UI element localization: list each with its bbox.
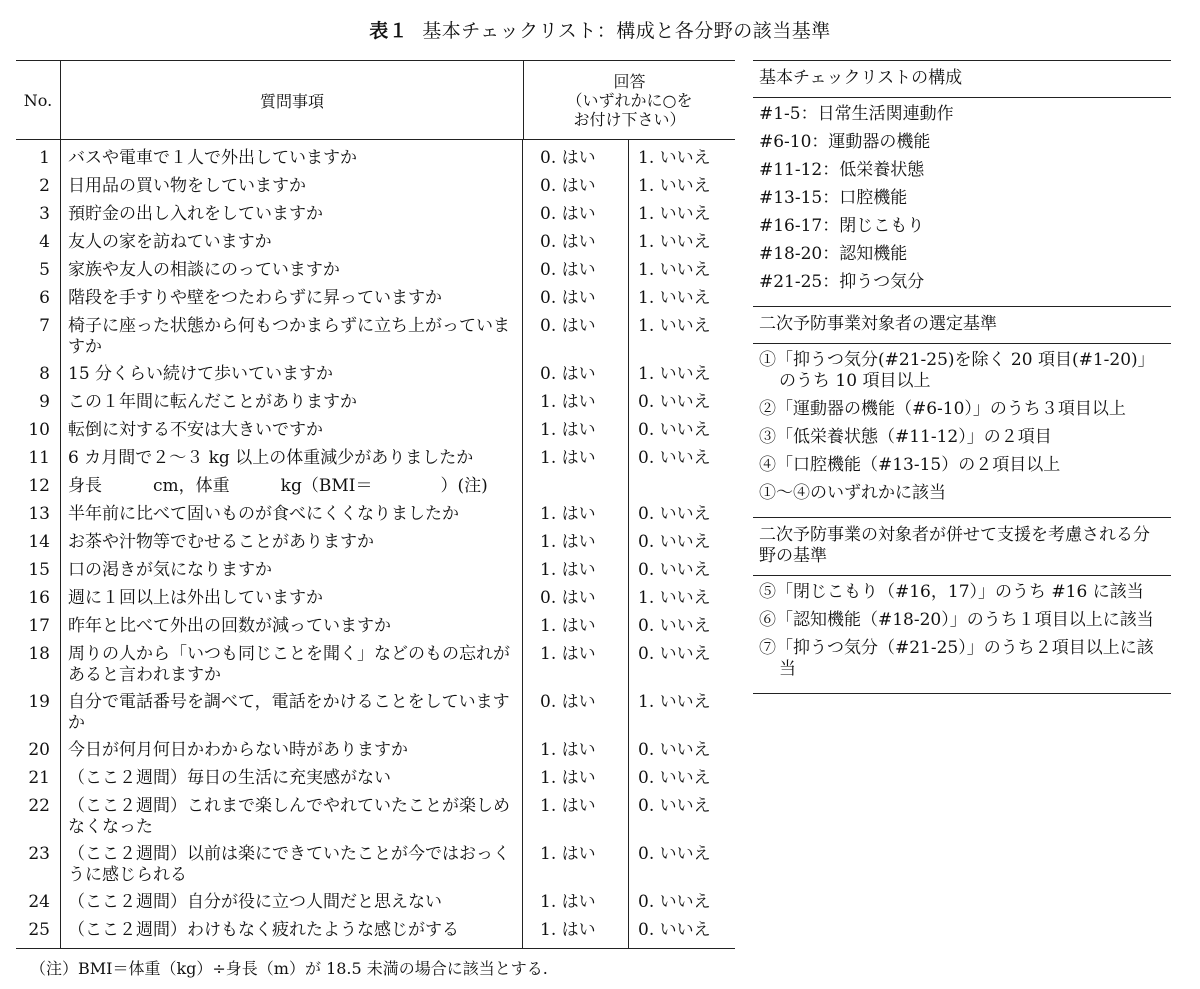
- row-question: 周りの人から「いつも同じことを聞く」などのもの忘れがあると言われますか: [68, 644, 510, 685]
- row-question: この１年間に転んだことがありますか: [68, 392, 357, 412]
- row-answer-no: 1. いいえ: [638, 364, 711, 384]
- row-answer-yes: 1. はい: [540, 920, 596, 940]
- row-answer-no: 0. いいえ: [638, 420, 711, 440]
- structure-item: #16-17：閉じこもり: [759, 216, 925, 236]
- row-answer-yes: 0. はい: [540, 364, 596, 384]
- row-no: 15: [28, 560, 50, 580]
- structure-item: #18-20：認知機能: [759, 244, 908, 264]
- row-question: 週に１回以上は外出していますか: [68, 588, 323, 608]
- row-answer-yes: 0. はい: [540, 148, 596, 168]
- row-answer-yes: 1. はい: [540, 532, 596, 552]
- row-answer-no: 0. いいえ: [638, 560, 711, 580]
- structure-item: #6-10：運動器の機能: [759, 132, 931, 152]
- support-list: [753, 576, 1171, 693]
- row-no: 20: [28, 740, 50, 760]
- row-no: 23: [28, 844, 50, 864]
- criteria-item: ②「運動器の機能（#6-10）」のうち３項目以上: [759, 399, 1126, 419]
- row-answer-no: 1. いいえ: [638, 588, 711, 608]
- row-answer-yes: 1. はい: [540, 560, 596, 580]
- row-answer-no: 0. いいえ: [638, 768, 711, 788]
- row-answer-no: 1. いいえ: [638, 692, 711, 712]
- row-no: 7: [39, 316, 50, 336]
- header-no: No.: [16, 61, 61, 139]
- row-no: 5: [39, 260, 50, 280]
- row-answer-no: 1. いいえ: [638, 176, 711, 196]
- row-no: 8: [39, 364, 50, 384]
- criteria-heading: 二次予防事業対象者の選定基準: [753, 306, 1171, 344]
- header-answer-line1: 回答: [613, 71, 646, 91]
- row-question: （ここ２週間）以前は楽にできていたことが今ではおっくうに感じられる: [68, 844, 510, 885]
- row-no: 13: [28, 504, 50, 524]
- row-no: 9: [39, 392, 50, 412]
- header-answer-line3: お付け下さい）: [573, 109, 686, 129]
- structure-item: #1-5：日常生活関連動作: [759, 104, 954, 124]
- support-item: ⑤「閉じこもり（#16，17）」のうち #16 に該当: [759, 582, 1144, 602]
- row-answer-no: 0. いいえ: [638, 920, 711, 940]
- table-label: 表１: [369, 20, 409, 42]
- row-answer-yes: 1. はい: [540, 844, 596, 864]
- row-no: 3: [39, 204, 50, 224]
- row-no: 12: [28, 476, 50, 496]
- row-question: 日用品の買い物をしていますか: [68, 176, 306, 196]
- row-question: 半年前に比べて固いものが食べにくくなりましたか: [68, 504, 459, 524]
- row-no: 19: [28, 692, 50, 712]
- row-answer-no: 1. いいえ: [638, 260, 711, 280]
- row-question: 15 分くらい続けて歩いていますか: [68, 364, 334, 384]
- row-answer-yes: 0. はい: [540, 316, 596, 336]
- row-question: 預貯金の出し入れをしていますか: [68, 204, 323, 224]
- row-no: 24: [28, 892, 50, 912]
- row-answer-no: 0. いいえ: [638, 504, 711, 524]
- row-answer-no: 0. いいえ: [638, 616, 711, 636]
- row-question: バスや電車で１人で外出していますか: [68, 148, 357, 168]
- criteria-summary: ①～④のいずれかに該当: [759, 483, 946, 503]
- row-question: 昨年と比べて外出の回数が減っていますか: [68, 616, 391, 636]
- support-item: ⑦「抑うつ気分（#21-25）」のうち２項目以上に該当: [759, 638, 1154, 679]
- row-answer-yes: 1. はい: [540, 892, 596, 912]
- row-question: 口の渇きが気になりますか: [68, 560, 272, 580]
- row-question: 階段を手すりや壁をつたわらずに昇っていますか: [68, 288, 442, 308]
- row-no: 1: [39, 148, 50, 168]
- row-answer-no: 1. いいえ: [638, 232, 711, 252]
- row-answer-no: 1. いいえ: [638, 148, 711, 168]
- row-answer-no: 0. いいえ: [638, 844, 711, 864]
- structure-item: #11-12：低栄養状態: [759, 160, 925, 180]
- row-answer-yes: 0. はい: [540, 232, 596, 252]
- row-answer-yes: 0. はい: [540, 204, 596, 224]
- row-answer-yes: 0. はい: [540, 692, 596, 712]
- row-question: （ここ２週間）毎日の生活に充実感がない: [68, 768, 391, 788]
- side-panel: [753, 60, 1171, 694]
- row-answer-yes: 1. はい: [540, 768, 596, 788]
- row-no: 4: [39, 232, 50, 252]
- row-answer-yes: 1. はい: [540, 448, 596, 468]
- row-answer-no: 0. いいえ: [638, 892, 711, 912]
- structure-heading: 基本チェックリストの構成: [753, 60, 1171, 98]
- row-question: 自分で電話番号を調べて，電話をかけることをしていますか: [68, 692, 510, 733]
- row-no: 14: [28, 532, 50, 552]
- structure-list: [753, 98, 1171, 306]
- row-question: （ここ２週間）これまで楽しんでやれていたことが楽しめなくなった: [68, 796, 510, 837]
- row-question: （ここ２週間）わけもなく疲れたような感じがする: [68, 920, 459, 940]
- row-answer-yes: 0. はい: [540, 288, 596, 308]
- criteria-item: ①「抑うつ気分(#21-25)を除く 20 項目(#1-20)」のうち 10 項目以上: [759, 350, 1155, 391]
- side-panel-bottom-rule: [753, 693, 1171, 694]
- row-no: 10: [28, 420, 50, 440]
- row-answer-yes: 1. はい: [540, 392, 596, 412]
- support-heading: 二次予防事業の対象者が併せて支援を考慮される分野の基準: [753, 517, 1171, 576]
- structure-item: #21-25：抑うつ気分: [759, 272, 925, 292]
- row-answer-no: 0. いいえ: [638, 392, 711, 412]
- row-question: 家族や友人の相談にのっていますか: [68, 260, 340, 280]
- criteria-list: [753, 344, 1171, 517]
- header-answer: [524, 61, 735, 139]
- table-header: [16, 61, 735, 140]
- row-answer-no: 1. いいえ: [638, 288, 711, 308]
- row-no: 2: [39, 176, 50, 196]
- row-answer-yes: 1. はい: [540, 420, 596, 440]
- row-answer-no: 0. いいえ: [638, 740, 711, 760]
- row-answer-no: 0. いいえ: [638, 532, 711, 552]
- row-question: 6 カ月間で２～３ kg 以上の体重減少がありましたか: [68, 448, 474, 468]
- support-item: ⑥「認知機能（#18-20）」のうち１項目以上に該当: [759, 610, 1154, 630]
- table-body: [16, 140, 735, 948]
- row-no: 6: [39, 288, 50, 308]
- row-answer-yes: 0. はい: [540, 260, 596, 280]
- criteria-item: ③「低栄養状態（#11-12）」の２項目: [759, 427, 1052, 447]
- row-no: 17: [28, 616, 50, 636]
- row-answer-no: 0. いいえ: [638, 448, 711, 468]
- row-answer-no: 1. いいえ: [638, 316, 711, 336]
- row-no: 11: [28, 448, 50, 468]
- row-answer-no: 1. いいえ: [638, 204, 711, 224]
- header-question: 質問事項: [61, 61, 524, 139]
- row-question: 転倒に対する不安は大きいですか: [68, 420, 323, 440]
- table-footnote: （注）BMI＝体重（kg）÷身長（m）が 18.5 未満の場合に該当とする.: [30, 959, 548, 978]
- checklist-table: [16, 60, 735, 949]
- row-no: 21: [28, 768, 50, 788]
- row-question: お茶や汁物等でむせることがありますか: [68, 532, 374, 552]
- row-question: 身長 cm，体重 kg（BMI＝ ）(注): [68, 476, 488, 496]
- header-answer-line2: （いずれかに○を: [566, 90, 693, 110]
- row-answer-yes: [522, 476, 628, 504]
- row-no: 18: [28, 644, 50, 664]
- answer-divider: [628, 140, 629, 948]
- row-answer-yes: 1. はい: [540, 740, 596, 760]
- row-answer-yes: 0. はい: [540, 176, 596, 196]
- row-no: 22: [28, 796, 50, 816]
- row-answer-no: 0. いいえ: [638, 644, 711, 664]
- row-question: 椅子に座った状態から何もつかまらずに立ち上がっていますか: [68, 316, 510, 357]
- row-no: 25: [28, 920, 50, 940]
- row-answer-yes: 1. はい: [540, 796, 596, 816]
- table-title-text: 基本チェックリスト：構成と各分野の該当基準: [422, 20, 831, 42]
- table-title: [0, 16, 1200, 43]
- structure-item: #13-15：口腔機能: [759, 188, 908, 208]
- row-no: 16: [28, 588, 50, 608]
- row-question: 友人の家を訪ねていますか: [68, 232, 272, 252]
- row-question: 今日が何月何日かわからない時がありますか: [68, 740, 408, 760]
- row-answer-no: [628, 476, 735, 504]
- criteria-item: ④「口腔機能（#13-15）の２項目以上: [759, 455, 1061, 475]
- row-answer-no: 0. いいえ: [638, 796, 711, 816]
- row-answer-yes: 1. はい: [540, 616, 596, 636]
- row-question: （ここ２週間）自分が役に立つ人間だと思えない: [68, 892, 442, 912]
- row-answer-yes: 1. はい: [540, 644, 596, 664]
- row-answer-yes: 0. はい: [540, 588, 596, 608]
- row-answer-yes: 1. はい: [540, 504, 596, 524]
